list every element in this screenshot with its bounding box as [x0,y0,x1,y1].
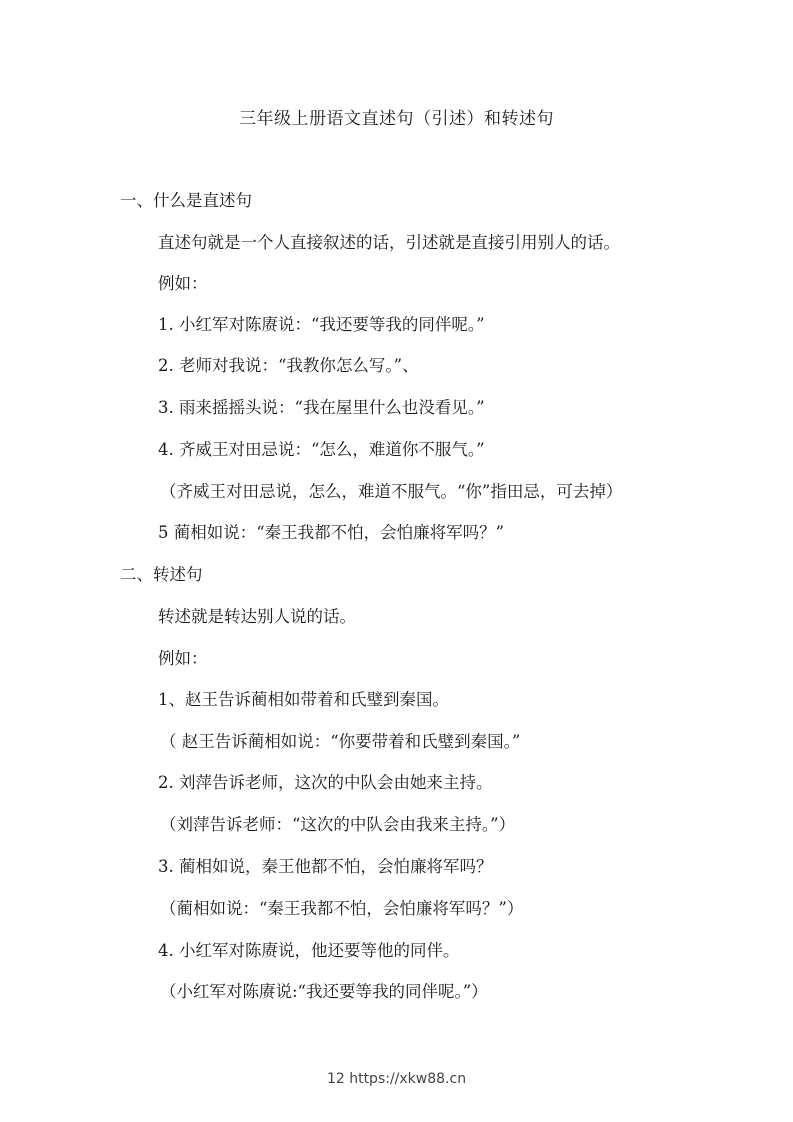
example-item: 4. 小红军对陈赓说，他还要等他的同伴。 [158,941,460,960]
example-item: 4. 齐威王对田忌说：“怎么，难道你不服气。” [158,440,485,459]
example-label: 例如： [158,649,208,668]
example-item: 2. 刘萍告诉老师，这次的中队会由她来主持。 [158,773,493,792]
example-conversion: （小红军对陈赓说:“我还要等我的同伴呢。”） [160,982,488,1001]
document-title: 三年级上册语文直述句（引述）和转述句 [239,109,554,129]
example-item: 1、赵王告诉蔺相如带着和氏璧到秦国。 [158,690,449,709]
example-conversion: （蔺相如说：“秦王我都不怕，会怕廉将军吗？”） [160,899,524,918]
example-item: 1. 小红军对陈赓说：“我还要等我的同伴呢。” [158,315,485,334]
example-label: 例如： [158,274,208,293]
example-conversion: （ 赵王告诉蔺相如说：“你要带着和氏璧到秦国。” [160,732,521,751]
example-item: 3. 雨来摇摇头说：“我在屋里什么也没看见。” [158,398,485,417]
indirect-speech-definition: 转述就是转达别人说的话。 [158,607,356,626]
example-conversion: （刘萍告诉老师：“这次的中队会由我来主持。”） [160,815,516,834]
page-footer: 12 https://xkw88.cn [326,1071,467,1087]
direct-speech-definition: 直述句就是一个人直接叙述的话，引述就是直接引用别人的话。 [158,233,620,252]
section-heading-direct-speech: 一、什么是直述句 [120,191,252,210]
example-note: （齐威王对田忌说，怎么，难道不服气。“你”指田忌，可去掉） [160,482,623,501]
example-item: 3. 蔺相如说，秦王他都不怕，会怕廉将军吗？ [158,857,493,876]
section-heading-indirect-speech: 二、转述句 [120,565,203,584]
example-item: 5 蔺相如说：“秦王我都不怕，会怕廉将军吗？” [158,523,505,542]
example-item: 2. 老师对我说：“我教你怎么写。”、 [158,356,419,375]
